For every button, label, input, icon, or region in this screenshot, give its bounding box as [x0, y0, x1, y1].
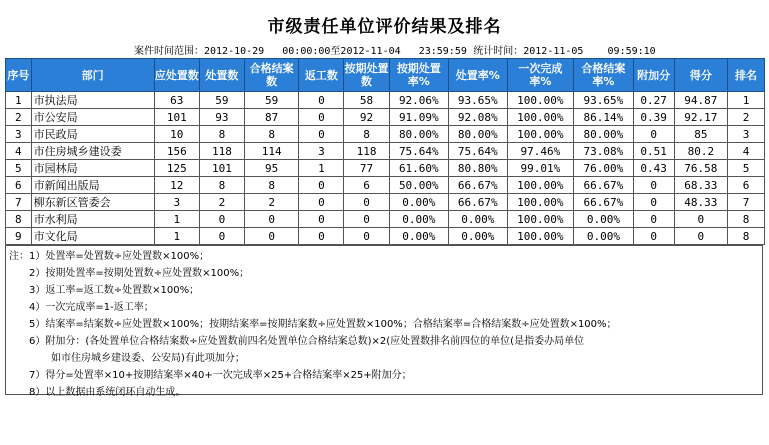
table-cell: 8: [728, 228, 765, 245]
table-cell: 0.00%: [574, 211, 633, 228]
table-cell: 92.08%: [449, 109, 507, 126]
col-header: 一次完成率%: [507, 59, 574, 92]
note-line: 如市住房城乡建设委、公安局)有此项加分；: [51, 353, 245, 364]
col-header: 合格结案数: [244, 59, 298, 92]
table-cell: 76.00%: [574, 160, 633, 177]
table-cell: 77: [344, 160, 389, 177]
table-cell: 92: [344, 109, 389, 126]
table-row: [6, 211, 765, 228]
table-row: [6, 228, 765, 245]
note-line: 5）结案率=结案数÷应处置数×100%；按期结案率=按期结案数÷应处置数×100%；合格结案率=合格结案数÷应处置数×100%；: [29, 319, 617, 330]
table-cell: 2: [6, 109, 32, 126]
table-cell: 0.43: [633, 160, 674, 177]
table-row: [6, 126, 765, 143]
table-cell: 66.67%: [574, 194, 633, 211]
table-row: [6, 92, 765, 109]
col-header: 排名: [728, 59, 765, 92]
notes-box: [5, 245, 763, 398]
table-cell: 91.09%: [389, 109, 448, 126]
table-cell: 0: [299, 177, 344, 194]
table-cell: 0.00%: [389, 194, 448, 211]
table-cell: 0: [199, 228, 244, 245]
table-cell: 8: [728, 211, 765, 228]
table-cell: 73.08%: [574, 143, 633, 160]
table-cell: 97.46%: [507, 143, 574, 160]
col-header: 应处置数: [154, 59, 199, 92]
table-cell: 市园林局: [31, 160, 154, 177]
table-cell: 0.00%: [389, 228, 448, 245]
table-cell: 1: [728, 92, 765, 109]
table-cell: 4: [6, 143, 32, 160]
table-cell: 0: [344, 228, 389, 245]
note-line: 注：1）处置率=处置数÷应处置数×100%；: [9, 251, 210, 262]
table-cell: 0: [299, 92, 344, 109]
table-cell: 59: [244, 92, 298, 109]
table-cell: 59: [199, 92, 244, 109]
col-header: 附加分: [633, 59, 674, 92]
table-row: [6, 177, 765, 194]
table-cell: 93.65%: [574, 92, 633, 109]
table-cell: 市水利局: [31, 211, 154, 228]
table-row: [6, 160, 765, 177]
note-line: 6）附加分：(各处置单位合格结案数÷应处置数前四名处置单位合格结案总数)×2(应处置数排名前四位的单位(是指委办局单位: [29, 336, 585, 347]
table-cell: 50.00%: [389, 177, 448, 194]
table-cell: 118: [344, 143, 389, 160]
table-cell: 100.00%: [507, 92, 574, 109]
table-cell: 市文化局: [31, 228, 154, 245]
table-cell: 2: [244, 194, 298, 211]
evaluation-table: [5, 58, 765, 245]
table-cell: 柳东新区管委会: [31, 194, 154, 211]
table-cell: 0: [633, 177, 674, 194]
table-cell: 0: [244, 211, 298, 228]
table-cell: 3: [154, 194, 199, 211]
table-cell: 0: [299, 109, 344, 126]
table-cell: 58: [344, 92, 389, 109]
table-cell: 92.06%: [389, 92, 448, 109]
page-title: 市级责任单位评价结果及排名: [267, 17, 502, 37]
table-cell: 6: [344, 177, 389, 194]
table-cell: 0: [633, 194, 674, 211]
table-cell: 85: [674, 126, 727, 143]
table-cell: 95: [244, 160, 298, 177]
table-cell: 94.87: [674, 92, 727, 109]
table-cell: 75.64%: [449, 143, 507, 160]
col-header: 序号: [6, 59, 32, 92]
table-cell: 市民政局: [31, 126, 154, 143]
table-cell: 1: [154, 228, 199, 245]
table-cell: 10: [154, 126, 199, 143]
table-row: [6, 143, 765, 160]
table-cell: 0.51: [633, 143, 674, 160]
table-cell: 80.00%: [574, 126, 633, 143]
note-line: 3）返工率=返工数÷处置数×100%；: [29, 285, 200, 296]
table-cell: 87: [244, 109, 298, 126]
table-cell: 0: [344, 211, 389, 228]
table-row: [6, 109, 765, 126]
table-cell: 80.80%: [449, 160, 507, 177]
table-cell: 0.00%: [449, 228, 507, 245]
table-cell: 0: [299, 228, 344, 245]
stat-info-line: [134, 42, 656, 57]
range-label: 案件时间范围：: [134, 46, 204, 57]
table-cell: 100.00%: [507, 194, 574, 211]
table-cell: 市新闻出版局: [31, 177, 154, 194]
stat-time-label: 统计时间：: [473, 46, 524, 57]
table-cell: 61.60%: [389, 160, 448, 177]
note-line: 8）以上数据由系统闭环自动生成。: [29, 387, 186, 398]
table-cell: 125: [154, 160, 199, 177]
col-header: 处置率%: [449, 59, 507, 92]
table-cell: 0.00%: [389, 211, 448, 228]
table-cell: 118: [199, 143, 244, 160]
note-line: 4）一次完成率=1-返工率；: [29, 302, 154, 313]
table-header-row: [6, 59, 765, 92]
table-cell: 100.00%: [507, 109, 574, 126]
table-row: [6, 194, 765, 211]
table-cell: 101: [199, 160, 244, 177]
col-header: 按期处置数: [344, 59, 389, 92]
col-header: 按期处置率%: [389, 59, 448, 92]
table-cell: 0: [633, 211, 674, 228]
table-cell: 0: [299, 126, 344, 143]
table-cell: 66.67%: [574, 177, 633, 194]
table-cell: 80.2: [674, 143, 727, 160]
table-cell: 市住房城乡建设委: [31, 143, 154, 160]
table-cell: 5: [728, 160, 765, 177]
table-cell: 7: [6, 194, 32, 211]
table-cell: 1: [154, 211, 199, 228]
table-cell: 8: [244, 126, 298, 143]
time-range: 2012-10-29 00:00:00至2012-11-04 23:59:59: [204, 46, 467, 57]
table-cell: 6: [728, 177, 765, 194]
table-cell: 1: [299, 160, 344, 177]
table-cell: 5: [6, 160, 32, 177]
stat-time: 2012-11-05 09:59:10: [523, 46, 656, 57]
table-cell: 100.00%: [507, 177, 574, 194]
table-cell: 8: [6, 211, 32, 228]
table-cell: 0: [299, 194, 344, 211]
table-cell: 156: [154, 143, 199, 160]
table-cell: 8: [199, 177, 244, 194]
table-cell: 8: [199, 126, 244, 143]
table-cell: 75.64%: [389, 143, 448, 160]
table-cell: 0.00%: [574, 228, 633, 245]
table-cell: 0: [344, 194, 389, 211]
table-cell: 68.33: [674, 177, 727, 194]
table-cell: 86.14%: [574, 109, 633, 126]
table-cell: 9: [6, 228, 32, 245]
table-cell: 0: [199, 211, 244, 228]
table-cell: 2: [199, 194, 244, 211]
col-header: 得分: [674, 59, 727, 92]
table-cell: 100.00%: [507, 228, 574, 245]
table-cell: 0: [674, 228, 727, 245]
table-cell: 市执法局: [31, 92, 154, 109]
table-cell: 76.58: [674, 160, 727, 177]
col-header: 合格结案率%: [574, 59, 633, 92]
table-cell: 48.33: [674, 194, 727, 211]
table-cell: 93: [199, 109, 244, 126]
table-cell: 0: [674, 211, 727, 228]
table-cell: 66.67%: [449, 194, 507, 211]
table-cell: 0.39: [633, 109, 674, 126]
table-cell: 114: [244, 143, 298, 160]
table-cell: 100.00%: [507, 211, 574, 228]
table-cell: 3: [728, 126, 765, 143]
table-cell: 92.17: [674, 109, 727, 126]
table-cell: 8: [344, 126, 389, 143]
table-cell: 66.67%: [449, 177, 507, 194]
table-cell: 63: [154, 92, 199, 109]
table-cell: 8: [244, 177, 298, 194]
table-cell: 100.00%: [507, 126, 574, 143]
table-cell: 93.65%: [449, 92, 507, 109]
table-cell: 3: [6, 126, 32, 143]
table-cell: 80.00%: [449, 126, 507, 143]
col-header: 返工数: [299, 59, 344, 92]
table-cell: 12: [154, 177, 199, 194]
table-cell: 4: [728, 143, 765, 160]
table-cell: 0: [633, 228, 674, 245]
table-cell: 1: [6, 92, 32, 109]
table-cell: 101: [154, 109, 199, 126]
table-cell: 0: [633, 126, 674, 143]
note-line: 2）按期处置率=按期处置数÷应处置数×100%；: [29, 268, 250, 279]
table-cell: 市公安局: [31, 109, 154, 126]
table-cell: 0: [244, 228, 298, 245]
col-header: 部门: [31, 59, 154, 92]
table-cell: 3: [299, 143, 344, 160]
note-line: 7）得分=处置率×10+按期结案率×40+一次完成率×25+合格结案率×25+附加分；: [29, 370, 412, 381]
table-cell: 2: [728, 109, 765, 126]
table-cell: 6: [6, 177, 32, 194]
table-cell: 0.00%: [449, 211, 507, 228]
col-header: 处置数: [199, 59, 244, 92]
table-cell: 80.00%: [389, 126, 448, 143]
table-cell: 99.01%: [507, 160, 574, 177]
table-cell: 0.27: [633, 92, 674, 109]
table-cell: 0: [299, 211, 344, 228]
table-cell: 7: [728, 194, 765, 211]
